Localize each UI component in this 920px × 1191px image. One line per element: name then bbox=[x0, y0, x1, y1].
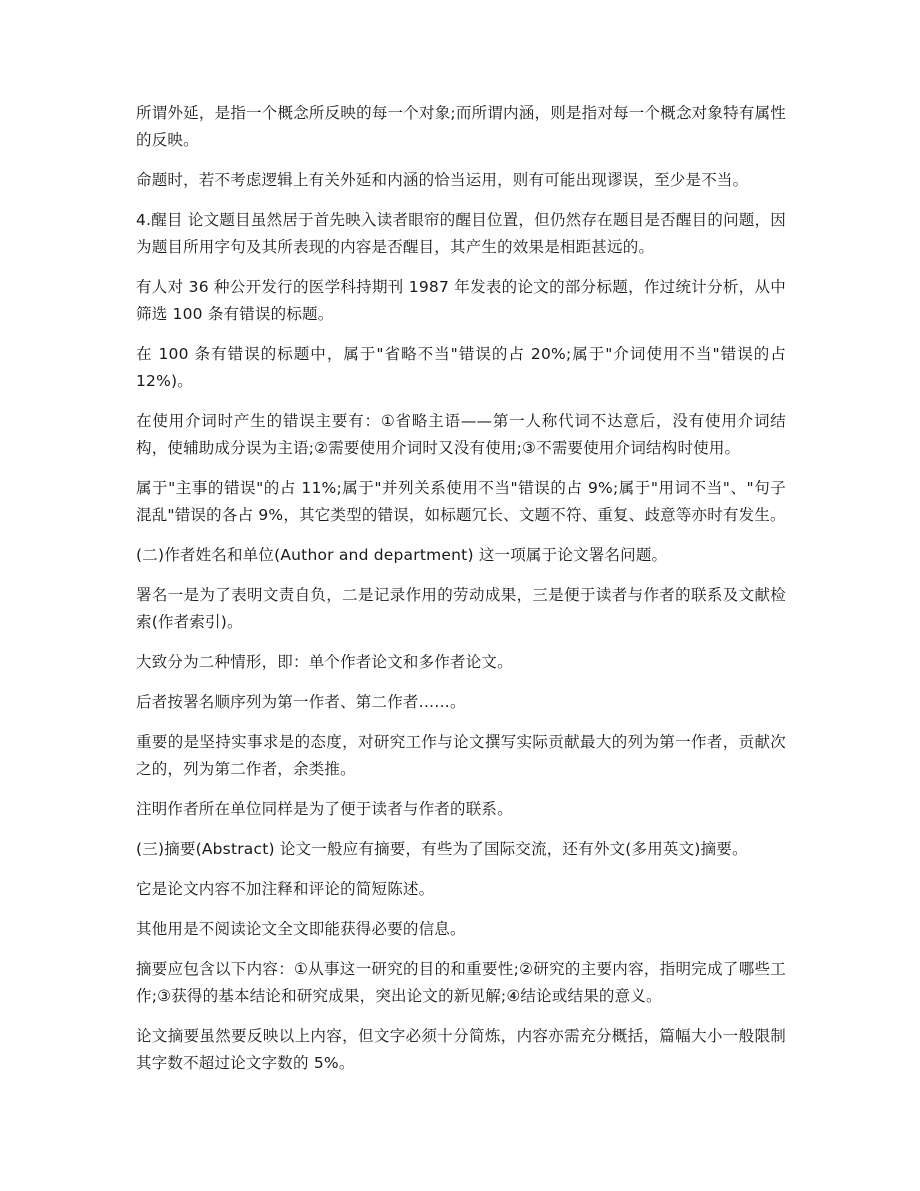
paragraph-signature-purpose: 署名一是为了表明文责自负，二是记录作用的劳动成果，三是便于读者与作者的联系及文献检索(作者索引)。 bbox=[136, 586, 786, 631]
paragraph-abstract-function: 其他用是不阅读论文全文即能获得必要的信息。 bbox=[136, 920, 466, 938]
section-heading-author-department: (二)作者姓名和单位(Author and department) 这一项属于论文署名问题。 bbox=[136, 546, 668, 564]
paragraph-preposition-errors: 在使用介词时产生的错误主要有：①省略主语——第一人称代词不达意后，没有使用介词结构，使辅助成分误为主语;②需要使用介词时又没有使用;③不需要使用介词结构时使用。 bbox=[136, 412, 786, 457]
document-body bbox=[136, 100, 786, 1090]
paragraph-eye-catching-title: 4.醒目 论文题目虽然居于首先映入读者眼帘的醒目位置，但仍然存在题目是否醒目的问题，因为题目所用字句及其所表现的内容是否醒目，其产生的效果是相距甚远的。 bbox=[136, 211, 786, 256]
paragraph-author-order: 后者按署名顺序列为第一作者、第二作者……。 bbox=[136, 693, 466, 711]
paragraph-abstract-length: 论文摘要虽然要反映以上内容，但文字必须十分简炼，内容亦需充分概括，篇幅大小一般限制其字数不超过论文字数的 5%。 bbox=[136, 1027, 786, 1072]
paragraph-abstract-definition: 它是论文内容不加注释和评论的简短陈述。 bbox=[136, 880, 435, 898]
paragraph-abstract-contents: 摘要应包含以下内容：①从事这一研究的目的和重要性;②研究的主要内容，指明完成了哪些工作;③获得的基本结论和研究成果，突出论文的新见解;④结论或结果的意义。 bbox=[136, 960, 786, 1005]
paragraph-other-errors: 属于"主事的错误"的占 11%;属于"并列关系使用不当"错误的占 9%;属于"用词不当"、"句子混乱"错误的各占 9%，其它类型的错误，如标题冗长、文题不符、重复、歧意等亦时有发生。 bbox=[136, 479, 786, 524]
paragraph-proposition-logic: 命题时，若不考虑逻辑上有关外延和内涵的恰当运用，则有可能出现谬误，至少是不当。 bbox=[136, 171, 749, 189]
paragraph-author-cases: 大致分为二种情形，即：单个作者论文和多作者论文。 bbox=[136, 653, 513, 671]
section-heading-abstract: (三)摘要(Abstract) 论文一般应有摘要，有些为了国际交流，还有外文(多用英文)摘要。 bbox=[136, 840, 748, 858]
paragraph-contribution-order: 重要的是坚持实事求是的态度，对研究工作与论文撰写实际贡献最大的列为第一作者，贡献次之的，列为第二作者，余类推。 bbox=[136, 733, 786, 778]
paragraph-affiliation-note: 注明作者所在单位同样是为了便于读者与作者的联系。 bbox=[136, 800, 513, 818]
paragraph-extension-definition: 所谓外延，是指一个概念所反映的每一个对象;而所谓内涵，则是指对每一个概念对象特有属性的反映。 bbox=[136, 104, 786, 149]
paragraph-error-percentages: 在 100 条有错误的标题中，属于"省略不当"错误的占 20%;属于"介词使用不当"错误的占 12%)。 bbox=[136, 345, 786, 390]
paragraph-title-statistics: 有人对 36 种公开发行的医学科持期刊 1987 年发表的论文的部分标题，作过统计分析，从中筛选 100 条有错误的标题。 bbox=[136, 278, 786, 323]
